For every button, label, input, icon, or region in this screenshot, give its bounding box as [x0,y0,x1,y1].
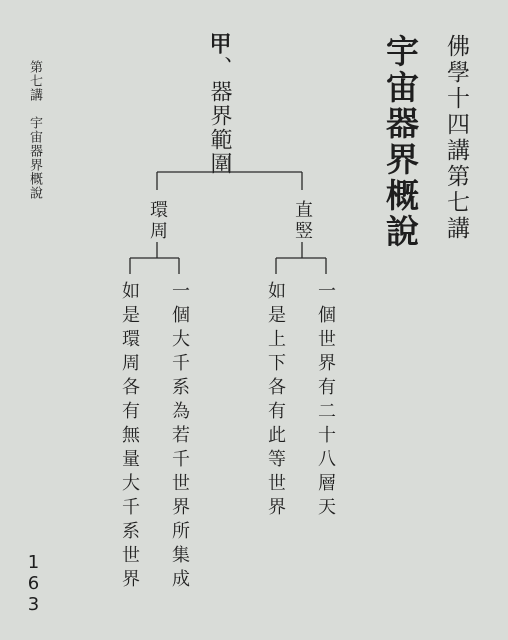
branch-label-circumferential: 環周 [147,200,168,242]
leaf-vertical-2: 如是上下各有此等世界 [265,281,286,521]
leaf-vertical-1: 一個世界有二十八層天 [315,281,336,521]
page-number: 163 [23,552,44,615]
running-header: 第七講 宇宙器界概說 [27,60,42,200]
leaf-circumferential-1: 一個大千系為若千世界所集成 [169,281,190,593]
leaf-circumferential-2: 如是環周各有無量大千系世界 [119,281,140,593]
section-title: 器界範圍 [207,80,232,176]
chapter-title: 宇宙器界概說 [381,34,420,250]
section-marker: 甲 [206,32,232,56]
series-title: 佛學十四講第七講 [443,34,469,242]
branch-label-vertical: 直竪 [292,200,313,242]
section-punct: 、 [207,56,232,80]
